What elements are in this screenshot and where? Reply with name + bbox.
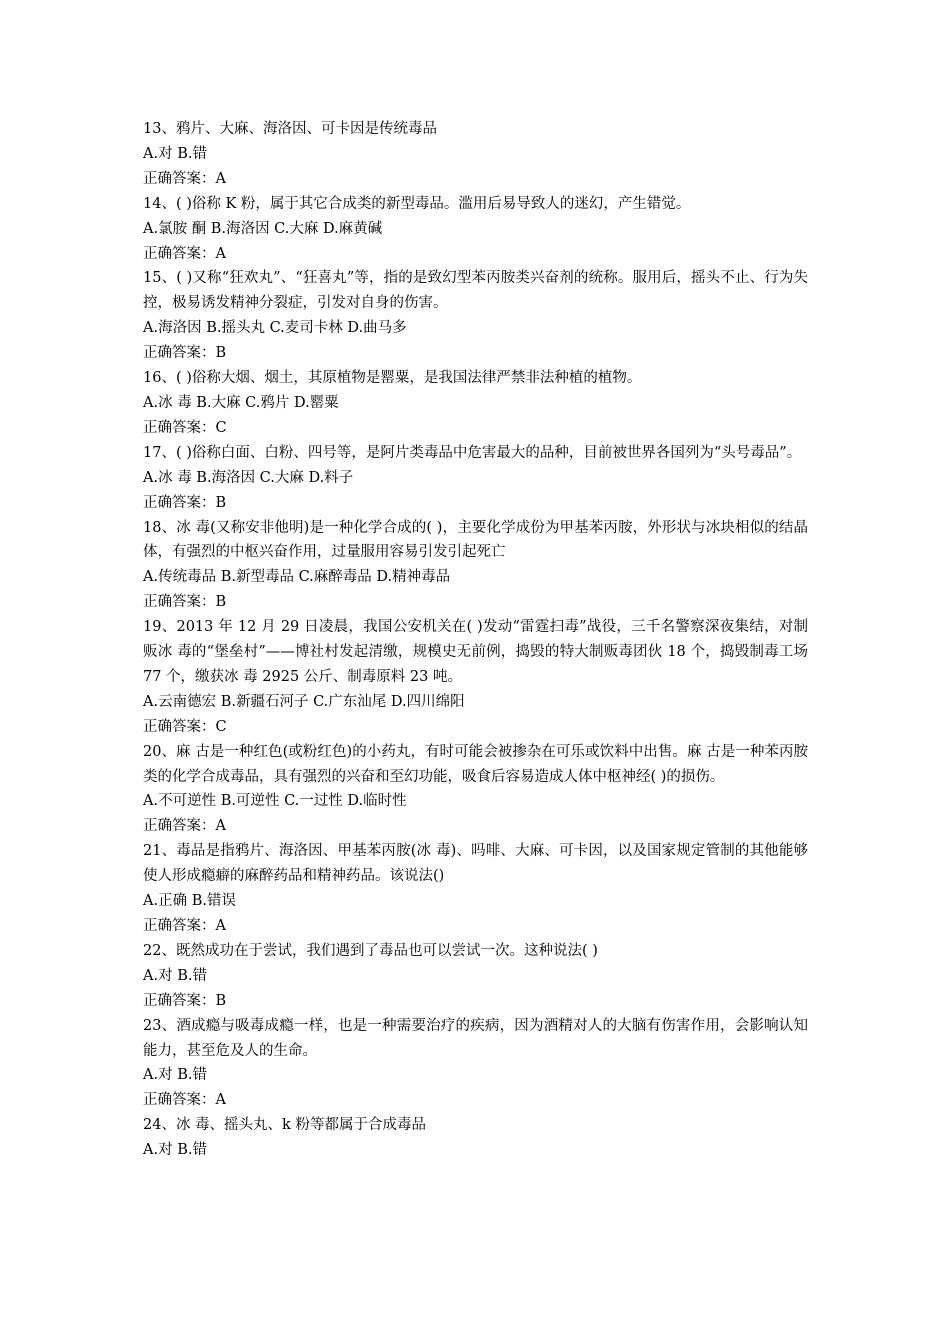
question-22 bbox=[143, 939, 808, 1014]
question-stem: 18、冰 毒(又称安非他明)是一种化学合成的( )，主要化学成份为甲基苯丙胺，外形状与冰块相似的结晶体，有强烈的中枢兴奋作用，过量服用容易引发引起死亡 bbox=[143, 519, 808, 561]
question-stem: 24、冰 毒、摇头丸、k 粉等都属于合成毒品 bbox=[143, 1117, 426, 1134]
question-answer: 正确答案：A bbox=[143, 1092, 226, 1109]
question-19 bbox=[143, 615, 808, 740]
question-options: A.海洛因 B.摇头丸 C.麦司卡林 D.曲马多 bbox=[143, 320, 407, 337]
question-24 bbox=[143, 1113, 808, 1163]
question-13 bbox=[143, 117, 808, 192]
question-answer: 正确答案：B bbox=[143, 992, 227, 1009]
question-answer: 正确答案：B bbox=[143, 594, 227, 611]
question-stem: 15、( )又称“狂欢丸”、“狂喜丸”等，指的是致幻型苯丙胺类兴奋剂的统称。服用后，摇头不止、行为失控，极易诱发精神分裂症，引发对自身的伤害。 bbox=[143, 270, 808, 312]
question-answer: 正确答案：A bbox=[143, 170, 226, 187]
question-answer: 正确答案：C bbox=[143, 419, 227, 436]
question-options: A.对 B.错 bbox=[143, 967, 207, 984]
question-20 bbox=[143, 740, 808, 840]
question-options: A.不可逆性 B.可逆性 C.一过性 D.临时性 bbox=[143, 793, 407, 810]
question-17 bbox=[143, 441, 808, 516]
question-options: A.传统毒品 B.新型毒品 C.麻醉毒品 D.精神毒品 bbox=[143, 569, 451, 586]
question-answer: 正确答案：B bbox=[143, 494, 227, 511]
question-answer: 正确答案：C bbox=[143, 718, 227, 735]
question-21 bbox=[143, 839, 808, 939]
question-options: A.冰 毒 B.大麻 C.鸦片 D.罂粟 bbox=[143, 394, 339, 411]
question-16 bbox=[143, 366, 808, 441]
question-answer: 正确答案：A bbox=[143, 245, 226, 262]
question-stem: 20、麻 古是一种红色(或粉红色)的小药丸，有时可能会被掺杂在可乐或饮料中出售。麻 古是一种苯丙胺类的化学合成毒品，具有强烈的兴奋和至幻功能，吸食后容易造成人体中枢神经( )的损伤。 bbox=[143, 743, 808, 785]
question-14 bbox=[143, 192, 808, 267]
question-stem: 13、鸦片、大麻、海洛因、可卡因是传统毒品 bbox=[143, 121, 437, 137]
question-answer: 正确答案：A bbox=[143, 818, 226, 835]
question-stem: 16、( )俗称大烟、烟土，其原植物是罂粟，是我国法律严禁非法种植的植物。 bbox=[143, 370, 642, 387]
question-stem: 22、既然成功在于尝试，我们遇到了毒品也可以尝试一次。这种说法( ) bbox=[143, 942, 598, 959]
question-stem: 19、2013 年 12 月 29 日凌晨，我国公安机关在( )发动“雷霆扫毒”战役，三千名警察深夜集结，对制贩冰 毒的“堡垒村”——博社村发起清缴，规模史无前例，捣毁的特大制贩毒团伙 18 个，捣毁制毒工场 77 个，缴获冰 毒 2925 公斤、制毒原料 23 吨。 bbox=[143, 619, 808, 685]
question-answer: 正确答案：B bbox=[143, 345, 227, 362]
question-stem: 17、( )俗称白面、白粉、四号等，是阿片类毒品中危害最大的品种，目前被世界各国列为“头号毒品”。 bbox=[143, 444, 802, 461]
question-stem: 14、( )俗称 K 粉，属于其它合成类的新型毒品。滥用后易导致人的迷幻，产生错觉。 bbox=[143, 195, 691, 212]
question-23 bbox=[143, 1014, 808, 1114]
question-15 bbox=[143, 266, 808, 366]
question-stem: 23、酒成瘾与吸毒成瘾一样，也是一种需要治疗的疾病，因为酒精对人的大脑有伤害作用，会影响认知能力，甚至危及人的生命。 bbox=[143, 1017, 808, 1059]
question-options: A.氯胺 酮 B.海洛因 C.大麻 D.麻黄碱 bbox=[143, 220, 383, 237]
question-options: A.对 B.错 bbox=[143, 1142, 207, 1159]
question-options: A.冰 毒 B.海洛因 C.大麻 D.料子 bbox=[143, 469, 354, 486]
question-answer: 正确答案：A bbox=[143, 918, 226, 934]
question-list bbox=[143, 117, 808, 1163]
question-options: A.对 B.错 bbox=[143, 145, 207, 162]
question-options: A.云南德宏 B.新疆石河子 C.广东汕尾 D.四川绵阳 bbox=[143, 693, 465, 710]
question-options: A.对 B.错 bbox=[143, 1067, 207, 1084]
question-stem: 21、毒品是指鸦片、海洛因、甲基苯丙胺(冰 毒)、吗啡、大麻、可卡因，以及国家规定管制的其他能够使人形成瘾癖的麻醉药品和精神药品。该说法() bbox=[143, 843, 808, 885]
question-18 bbox=[143, 516, 808, 616]
question-options: A.正确 B.错误 bbox=[143, 893, 236, 910]
